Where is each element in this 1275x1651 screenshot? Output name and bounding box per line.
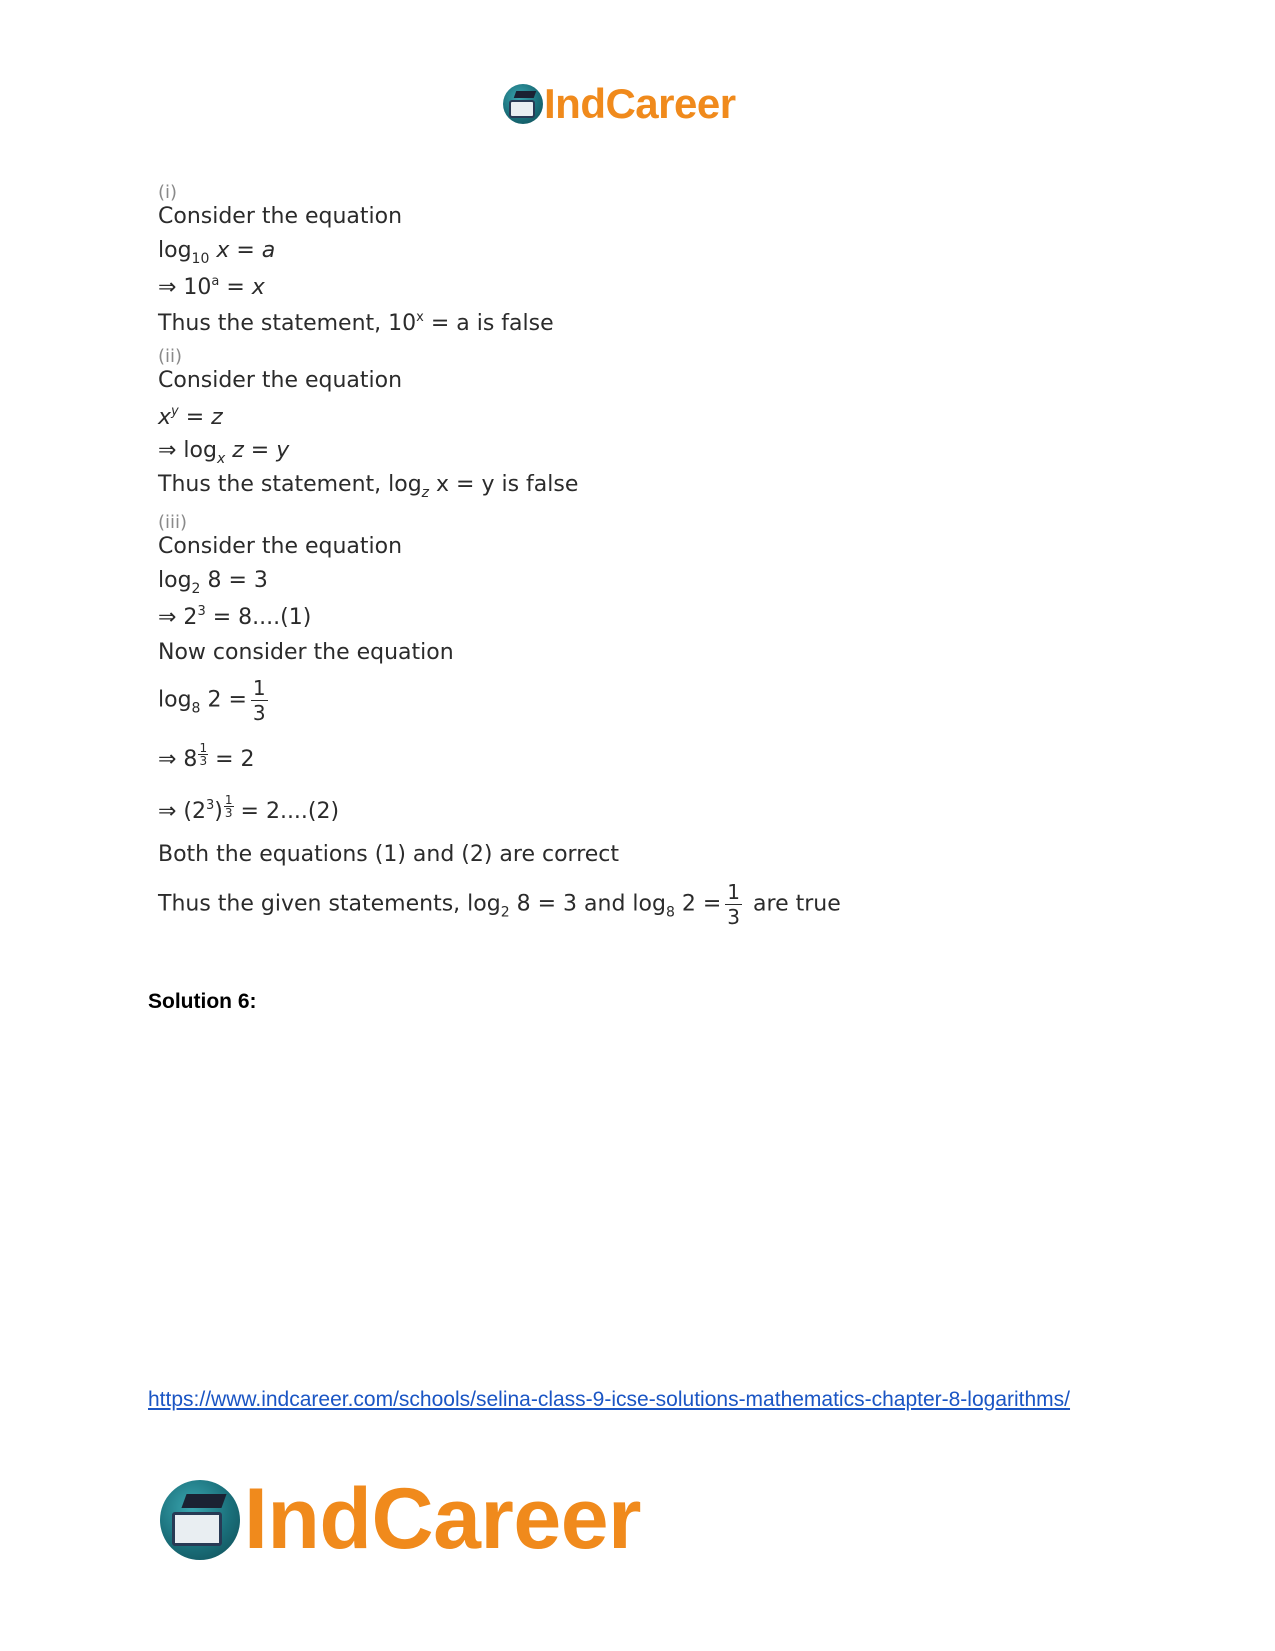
header-logo — [503, 80, 736, 128]
fraction-exponent: $\frac{1}{3}$ — [199, 741, 208, 768]
math-line: $\log_{10} x = a$ — [158, 238, 276, 267]
footer-logo — [160, 1470, 641, 1569]
math-line: ⇒ $2^3 = 8....(1)$ — [158, 604, 312, 630]
math-line: $\log_2 8 = 3$ — [158, 568, 268, 597]
math-line: Now consider the equation — [158, 640, 454, 665]
math-line: Thus the statement, $\log_z x = y$ is false — [158, 472, 579, 501]
logo-text: IndCareer — [544, 80, 736, 127]
source-link[interactable]: https://www.indcareer.com/schools/selina-class-9-icse-solutions-mathematics-chapter-8-logarithms/ — [148, 1388, 1071, 1411]
fraction-exponent: $\frac{1}{3}$ — [224, 793, 233, 820]
fraction: $\frac{1}{3}$ — [252, 676, 266, 725]
math-line: $\log_8 2$ = $\frac{1}{3}$ — [158, 676, 266, 725]
graduation-book-icon — [160, 1480, 240, 1560]
math-line: Consider the equation — [158, 204, 403, 229]
math-line: Thus the given statements, $\log_2 8 = 3$ and $\log_8 2$ = $\frac{1}{3}$ are true — [158, 880, 841, 929]
math-line: Consider the equation — [158, 534, 403, 559]
math-line: Thus the statement, $10^x = a$ is false — [158, 310, 554, 336]
fraction: $\frac{1}{3}$ — [727, 880, 741, 929]
math-line: $x^y = z$ — [158, 404, 223, 430]
graduation-book-icon — [503, 84, 543, 124]
math-line: Consider the equation — [158, 368, 403, 393]
logo-text: IndCareer — [244, 1471, 641, 1567]
math-line: ⇒ $10^a = x$ — [158, 274, 265, 300]
math-line: Both the equations (1) and (2) are correct — [158, 842, 620, 867]
part-label: (iii) — [158, 512, 188, 533]
math-line: ⇒ 8 $\frac{1}{3}$ = 2 — [158, 741, 255, 772]
solution-heading: Solution 6: — [148, 990, 257, 1013]
math-line: ⇒ $(2^3)$ $\frac{1}{3}$ = 2....(2) — [158, 793, 340, 824]
part-label: (ii) — [158, 346, 183, 367]
part-label: (i) — [158, 182, 178, 203]
math-line: ⇒ $\log_x z = y$ — [158, 438, 290, 467]
